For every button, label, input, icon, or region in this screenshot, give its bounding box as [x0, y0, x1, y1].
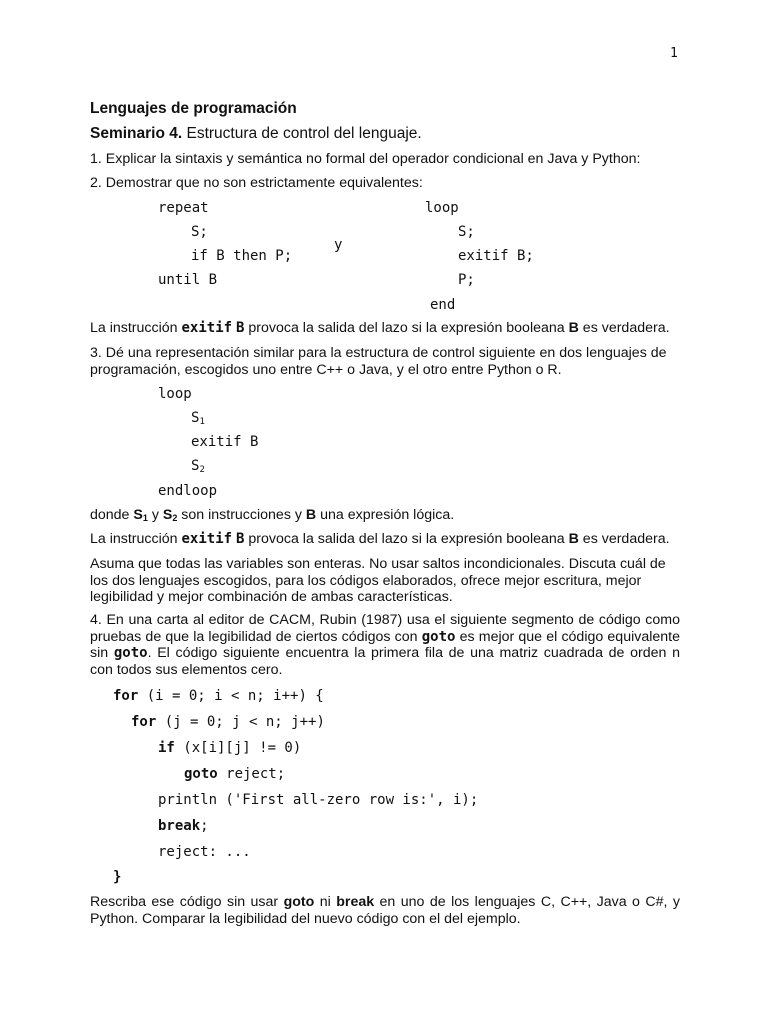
donde-text: una expresión lógica.	[316, 507, 455, 523]
note-text: provoca la salida del lazo si la expresión booleana	[244, 320, 569, 336]
subscript: 2	[172, 513, 178, 523]
code-text: ;	[200, 818, 209, 834]
note-text: provoca la salida del lazo si la expresión booleana	[244, 531, 569, 547]
code-repeat-line4: until B	[158, 272, 218, 288]
note-bold-b: B	[568, 320, 579, 336]
code-goto-line7: reject: ...	[158, 844, 251, 860]
keyword-for: for	[113, 688, 139, 704]
donde-s: S	[133, 507, 143, 523]
seminar-heading	[90, 125, 422, 143]
rewrite-bold-goto: goto	[283, 894, 315, 910]
code-loop-line5: end	[430, 297, 456, 313]
code-repeat-line3: if B then P;	[191, 248, 293, 264]
rewrite-paragraph	[90, 894, 680, 927]
donde-text: son instrucciones y	[177, 507, 306, 523]
code-goto-line5: println ('First all-zero row is:', i);	[158, 792, 479, 808]
code-loop-line2: S;	[458, 224, 475, 240]
item-4-text: 4. En una carta al editor de CACM, Rubin (1987) usa el siguiente segmento de código como pruebas de que la legibilidad de ciertos códigos con	[90, 612, 680, 645]
rewrite-text: Rescriba ese código sin usar	[90, 894, 284, 910]
note-text: es verdadera.	[578, 320, 670, 336]
code-loop-line3: exitif B;	[458, 248, 534, 264]
subscript: 2	[199, 465, 205, 475]
item-4-text: . El código siguiente encuentra la primera fila de una matriz cuadrada de orden n con todos sus elementos cero.	[90, 645, 681, 678]
keyword-for: for	[131, 714, 157, 730]
code-goto-line6	[158, 818, 209, 834]
code-repeat-line2: S;	[191, 224, 208, 240]
note-keyword-b: B	[236, 320, 245, 336]
item-4-keyword-goto: goto	[113, 645, 148, 661]
seminar-text: Estructura de control del lenguaje.	[182, 125, 422, 142]
note-keyword-b: B	[236, 531, 245, 547]
code-loop-line1: loop	[425, 200, 459, 216]
code-loop2-line5: endloop	[158, 483, 218, 499]
note-keyword-exitif: exitif	[181, 531, 233, 547]
code-loop2-line1: loop	[158, 386, 192, 402]
donde-text: y	[147, 507, 163, 523]
code-goto-line4	[184, 766, 285, 782]
item-1: 1. Explicar la sintaxis y semántica no formal del operador condicional en Java y Python:	[90, 151, 641, 167]
note-text: La instrucción	[90, 531, 182, 547]
subscript: 1	[199, 417, 205, 427]
rewrite-text: ni	[314, 894, 337, 910]
code-goto-line1	[113, 688, 324, 704]
donde-text: donde	[90, 507, 134, 523]
code-repeat-line1: repeat	[158, 200, 209, 216]
rewrite-bold-break: break	[336, 894, 375, 910]
keyword-goto: goto	[184, 766, 218, 782]
code-loop2-line2	[191, 410, 205, 426]
seminar-label: Seminario 4.	[90, 125, 183, 142]
code-text: (j = 0; j < n; j++)	[156, 714, 325, 730]
code-goto-line2	[131, 714, 325, 730]
s-symbol: S	[191, 410, 200, 426]
donde-b: B	[305, 507, 317, 523]
code-loop2-line4	[191, 458, 205, 474]
note-text: es verdadera.	[578, 531, 670, 547]
code-goto-line8: }	[113, 869, 122, 885]
item-4	[90, 612, 680, 678]
item-4-text: es mejor que el código equivalente sin	[90, 628, 680, 661]
subscript: 1	[142, 513, 148, 523]
note-bold-b: B	[568, 531, 579, 547]
code-y-connector: y	[334, 237, 343, 253]
page-number: 1	[670, 46, 678, 61]
item-2: 2. Demostrar que no son estrictamente equivalentes:	[90, 175, 423, 191]
document-title: Lenguajes de programación	[90, 100, 297, 117]
donde-line	[90, 507, 454, 523]
item-4-keyword-goto: goto	[421, 628, 456, 645]
note-keyword-exitif: exitif	[181, 320, 233, 336]
code-loop2-line3: exitif B	[191, 434, 259, 450]
item-3: 3. Dé una representación similar para la estructura de control siguiente en dos lenguajes de programación, escogidos uno entre C++ o Java, y el otro entre Python o R.	[90, 345, 667, 378]
code-text: (x[i][j] != 0)	[174, 740, 302, 756]
exitif-note-1	[90, 320, 670, 336]
s-symbol: S	[191, 458, 200, 474]
code-goto-line3	[158, 740, 301, 756]
note-text: La instrucción	[90, 320, 182, 336]
code-text: (i = 0; i < n; i++) {	[138, 688, 324, 704]
keyword-break: break	[158, 818, 201, 834]
keyword-if: if	[158, 740, 175, 756]
code-loop-line4: P;	[458, 272, 475, 288]
donde-s: S	[162, 507, 173, 523]
rewrite-text: en uno de los lenguajes C, C++, Java o C#, y Python. Comparar la legibilidad del nuevo código con el del ejemplo.	[90, 894, 680, 927]
code-text: reject;	[217, 766, 286, 782]
assume-paragraph: Asuma que todas las variables son enteras. No usar saltos incondicionales. Discuta cuál de los dos lenguajes escogidos, para los códigos elaborados, ofrece mejor escritura, mejor legibilidad y mejor combinación de ambas características.	[90, 556, 666, 605]
exitif-note-2	[90, 531, 670, 547]
